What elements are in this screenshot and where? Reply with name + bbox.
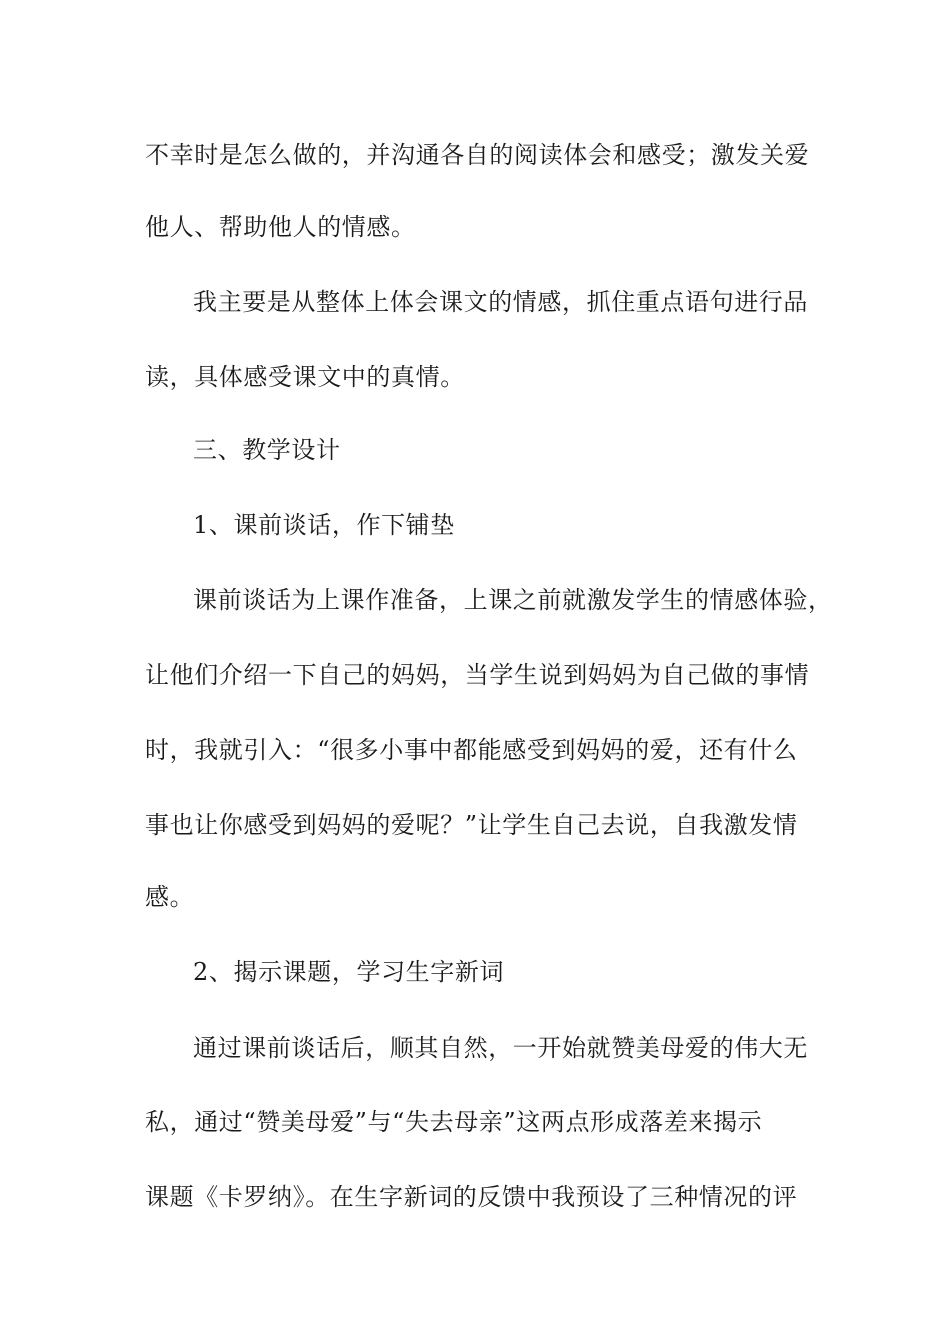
text-line: 通过课前谈话后，顺其自然，一开始就赞美母爱的伟大无: [193, 1034, 808, 1062]
text-line: 感。: [145, 883, 195, 911]
text-line: 我主要是从整体上体会课文的情感，抓住重点语句进行品: [193, 288, 808, 316]
text-line: 时，我就引入：“很多小事中都能感受到妈妈的爱，还有什么: [145, 736, 798, 764]
text-line: 课题《卡罗纳》。在生字新词的反馈中我预设了三种情况的评: [145, 1183, 798, 1211]
text-line: 读，具体感受课文中的真情。: [145, 363, 465, 391]
section-heading: 三、教学设计: [193, 436, 341, 464]
subsection-heading: 1、课前谈话，作下铺垫: [193, 511, 455, 539]
text-line: 他人、帮助他人的情感。: [145, 213, 416, 241]
subsection-heading: 2、揭示课题，学习生字新词: [193, 958, 505, 986]
text-line: 私，通过“赞美母爱”与“失去母亲”这两点形成落差来揭示: [145, 1108, 763, 1136]
text-line: 让他们介绍一下自己的妈妈，当学生说到妈妈为自己做的事情: [145, 661, 810, 689]
text-line: 不幸时是怎么做的，并沟通各自的阅读体会和感受；激发关爱: [145, 141, 810, 169]
text-line: 课前谈话为上课作准备，上课之前就激发学生的情感体验，: [193, 586, 833, 614]
text-line: 事也让你感受到妈妈的爱呢？”让学生自己去说，自我激发情: [145, 811, 798, 839]
